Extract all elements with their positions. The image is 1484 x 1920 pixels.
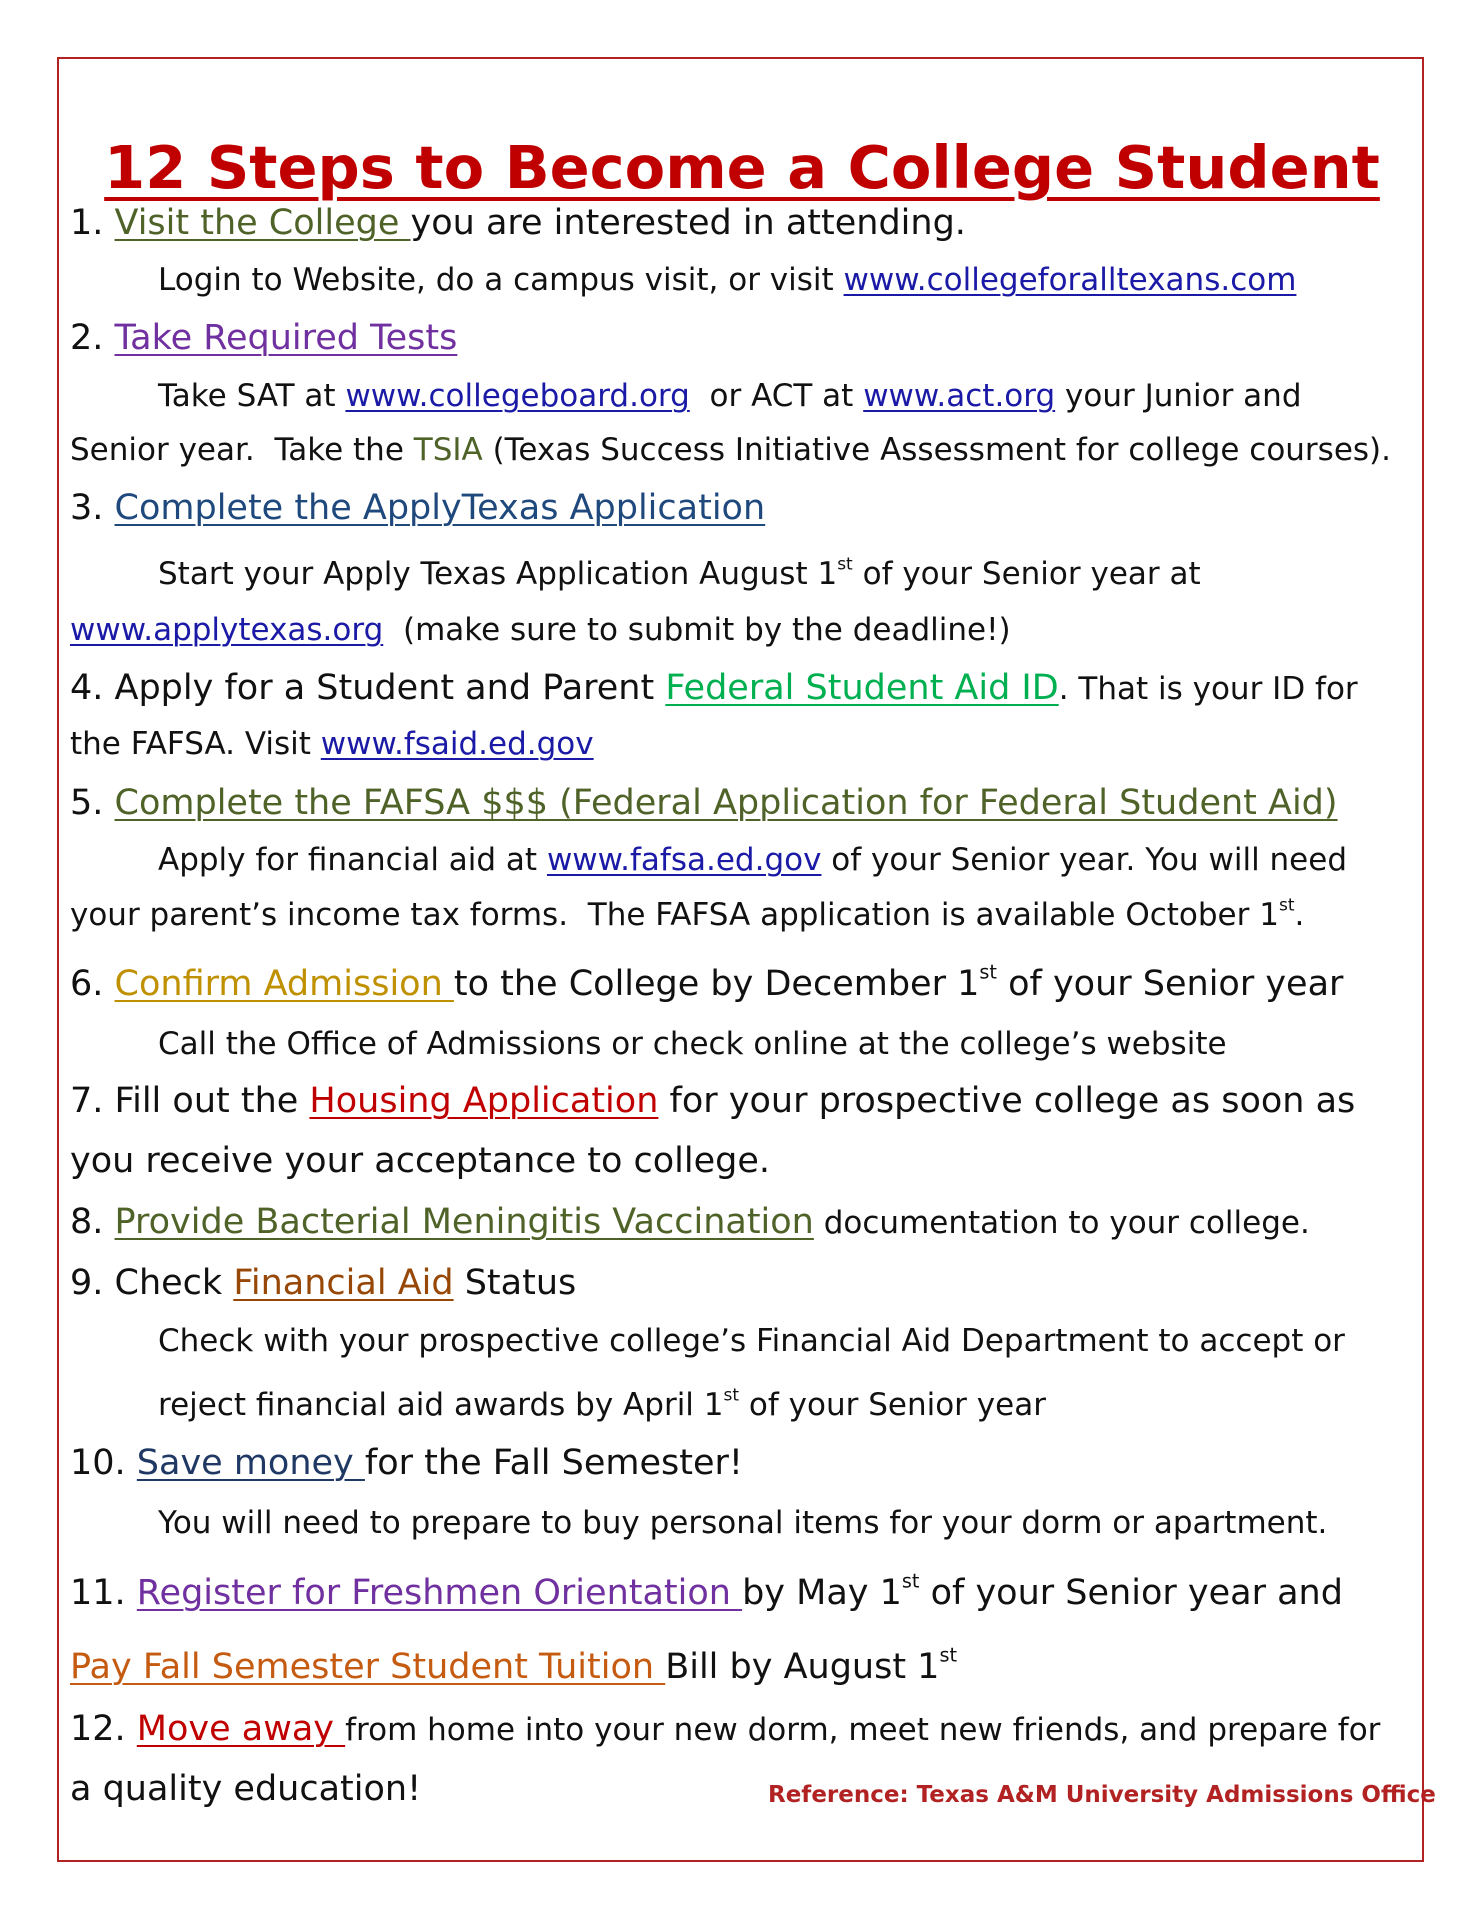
act-link[interactable]: www.act.org	[863, 378, 1056, 414]
step-2-heading	[70, 318, 458, 358]
detail-text: (Texas Success Initiative Assessment for college courses).	[482, 432, 1391, 468]
collegeboard-link[interactable]: www.collegeboard.org	[345, 378, 690, 414]
step-7-text: 7. Fill out the	[70, 1081, 310, 1121]
detail-text: of your Senior year. You will need	[821, 842, 1347, 878]
detail-text: of your Senior year at	[852, 556, 1201, 592]
step-4-heading	[70, 668, 1358, 708]
collegeforalltexans-link[interactable]: www.collegeforalltexans.com	[843, 262, 1297, 298]
detail-text: reject financial aid awards by April 1	[158, 1387, 724, 1423]
detail-text: of your Senior year	[739, 1387, 1046, 1423]
detail-text: .	[1294, 897, 1305, 933]
step-11-text: of your Senior year and	[919, 1573, 1343, 1613]
step-9-detail-line2	[158, 1385, 1046, 1423]
detail-text: (make sure to submit by the deadline!)	[383, 612, 1011, 648]
step-8-text: documentation to your college.	[813, 1205, 1310, 1241]
step-6-detail: Call the Office of Admissions or check online at the college’s website	[158, 1026, 1227, 1062]
step-number: 12.	[70, 1709, 137, 1749]
step-1-heading	[70, 203, 966, 243]
step-7-heading	[70, 1081, 1356, 1121]
detail-text: the FAFSA. Visit	[70, 726, 321, 762]
step-1-detail	[158, 262, 1297, 298]
step-number: 10.	[70, 1443, 137, 1483]
detail-text: Take SAT at	[158, 378, 346, 414]
step-8-heading	[70, 1202, 1310, 1242]
step-2-detail	[158, 378, 1302, 414]
step-5-link[interactable]: Complete the FAFSA $$$ (Federal Application for Federal Student Aid)	[114, 783, 1338, 823]
step-2-link[interactable]: Take Required Tests	[114, 318, 458, 358]
step-3-detail	[158, 554, 1201, 592]
step-11-link[interactable]: Register for Freshmen Orientation	[136, 1573, 743, 1613]
step-10-link[interactable]: Save money	[136, 1443, 365, 1483]
step-10-text: for the Fall Semester!	[364, 1443, 743, 1483]
step-4-line2	[70, 726, 594, 762]
step-11-text: Bill by August 1	[665, 1647, 940, 1687]
step-12-link[interactable]: Move away	[136, 1709, 346, 1749]
step-1-link[interactable]: Visit the College	[114, 203, 411, 243]
step-number: 1.	[70, 203, 115, 243]
fafsa-link[interactable]: www.fafsa.ed.gov	[546, 842, 822, 878]
step-4-text: . That is your ID for	[1058, 671, 1358, 707]
step-12-line2: a quality education!	[70, 1769, 422, 1809]
superscript: st	[1278, 895, 1295, 916]
step-10-detail: You will need to prepare to buy personal items for your dorm or apartment.	[158, 1505, 1328, 1541]
step-number: 11.	[70, 1573, 137, 1613]
reference-note: Reference: Texas A&M University Admissions Office	[768, 1782, 1436, 1808]
step-4-text: 4. Apply for a Student and Parent	[70, 668, 666, 708]
superscript: st	[901, 1569, 920, 1593]
step-6-link[interactable]: Confirm Admission	[114, 964, 454, 1004]
step-number: 2.	[70, 318, 115, 358]
step-number: 5.	[70, 783, 115, 823]
step-1-text: you are interested in attending.	[410, 203, 966, 243]
detail-text: your Junior and	[1055, 378, 1302, 414]
tsia-term: TSIA	[413, 432, 483, 468]
step-9-link[interactable]: Financial Aid	[233, 1263, 454, 1303]
step-5-detail	[158, 842, 1347, 878]
step-9-detail: Check with your prospective college’s Financial Aid Department to accept or	[158, 1323, 1345, 1359]
superscript: st	[837, 554, 853, 575]
detail-text: Apply for financial aid at	[158, 842, 547, 878]
step-5-detail-line2	[70, 895, 1305, 933]
step-9-text: 9. Check	[70, 1263, 234, 1303]
step-3-link[interactable]: Complete the ApplyTexas Application	[114, 488, 766, 528]
step-6-text: to the College by December 1	[453, 964, 980, 1004]
step-3-heading	[70, 488, 766, 528]
applytexas-link[interactable]: www.applytexas.org	[70, 612, 384, 648]
fsaid-link[interactable]: www.fsaid.ed.gov	[320, 726, 594, 762]
step-6-text: of your Senior year	[996, 964, 1344, 1004]
step-7-text: for your prospective college as soon as	[658, 1081, 1356, 1121]
step-9-text: Status	[453, 1263, 577, 1303]
step-10-heading	[70, 1443, 743, 1483]
step-5-heading	[70, 783, 1338, 823]
detail-text: or ACT at	[689, 378, 864, 414]
page-title-text: 12 Steps to Become a College Student	[104, 133, 1380, 202]
detail-text: your parent’s income tax forms. The FAFSA application is available October 1	[70, 897, 1279, 933]
step-number: 3.	[70, 488, 115, 528]
detail-text: Login to Website, do a campus visit, or visit	[158, 262, 844, 298]
superscript: st	[723, 1385, 740, 1406]
step-12-text: from home into your new dorm, meet new friends, and prepare for	[345, 1712, 1381, 1748]
step-11-text: by May 1	[742, 1573, 902, 1613]
step-11-heading	[70, 1569, 1343, 1613]
step-6-heading	[70, 960, 1344, 1004]
step-3-detail-line2	[70, 612, 1011, 648]
superscript: st	[939, 1643, 958, 1667]
step-9-heading	[70, 1263, 577, 1303]
step-12-heading	[70, 1709, 1381, 1749]
step-8-link[interactable]: Provide Bacterial Meningitis Vaccination	[114, 1202, 814, 1242]
step-7-link[interactable]: Housing Application	[309, 1081, 659, 1121]
page-title	[0, 133, 1484, 202]
step-7-line2: you receive your acceptance to college.	[70, 1141, 770, 1181]
detail-text: Senior year. Take the	[70, 432, 414, 468]
step-number: 8.	[70, 1202, 115, 1242]
step-11-line2	[70, 1643, 958, 1687]
step-number: 6.	[70, 964, 115, 1004]
step-2-detail-line2	[70, 432, 1391, 468]
detail-text: Start your Apply Texas Application August 1	[158, 556, 838, 592]
superscript: st	[979, 960, 997, 984]
step-11-tuition-link[interactable]: Pay Fall Semester Student Tuition	[70, 1647, 666, 1687]
step-4-link[interactable]: Federal Student Aid ID	[665, 668, 1059, 708]
